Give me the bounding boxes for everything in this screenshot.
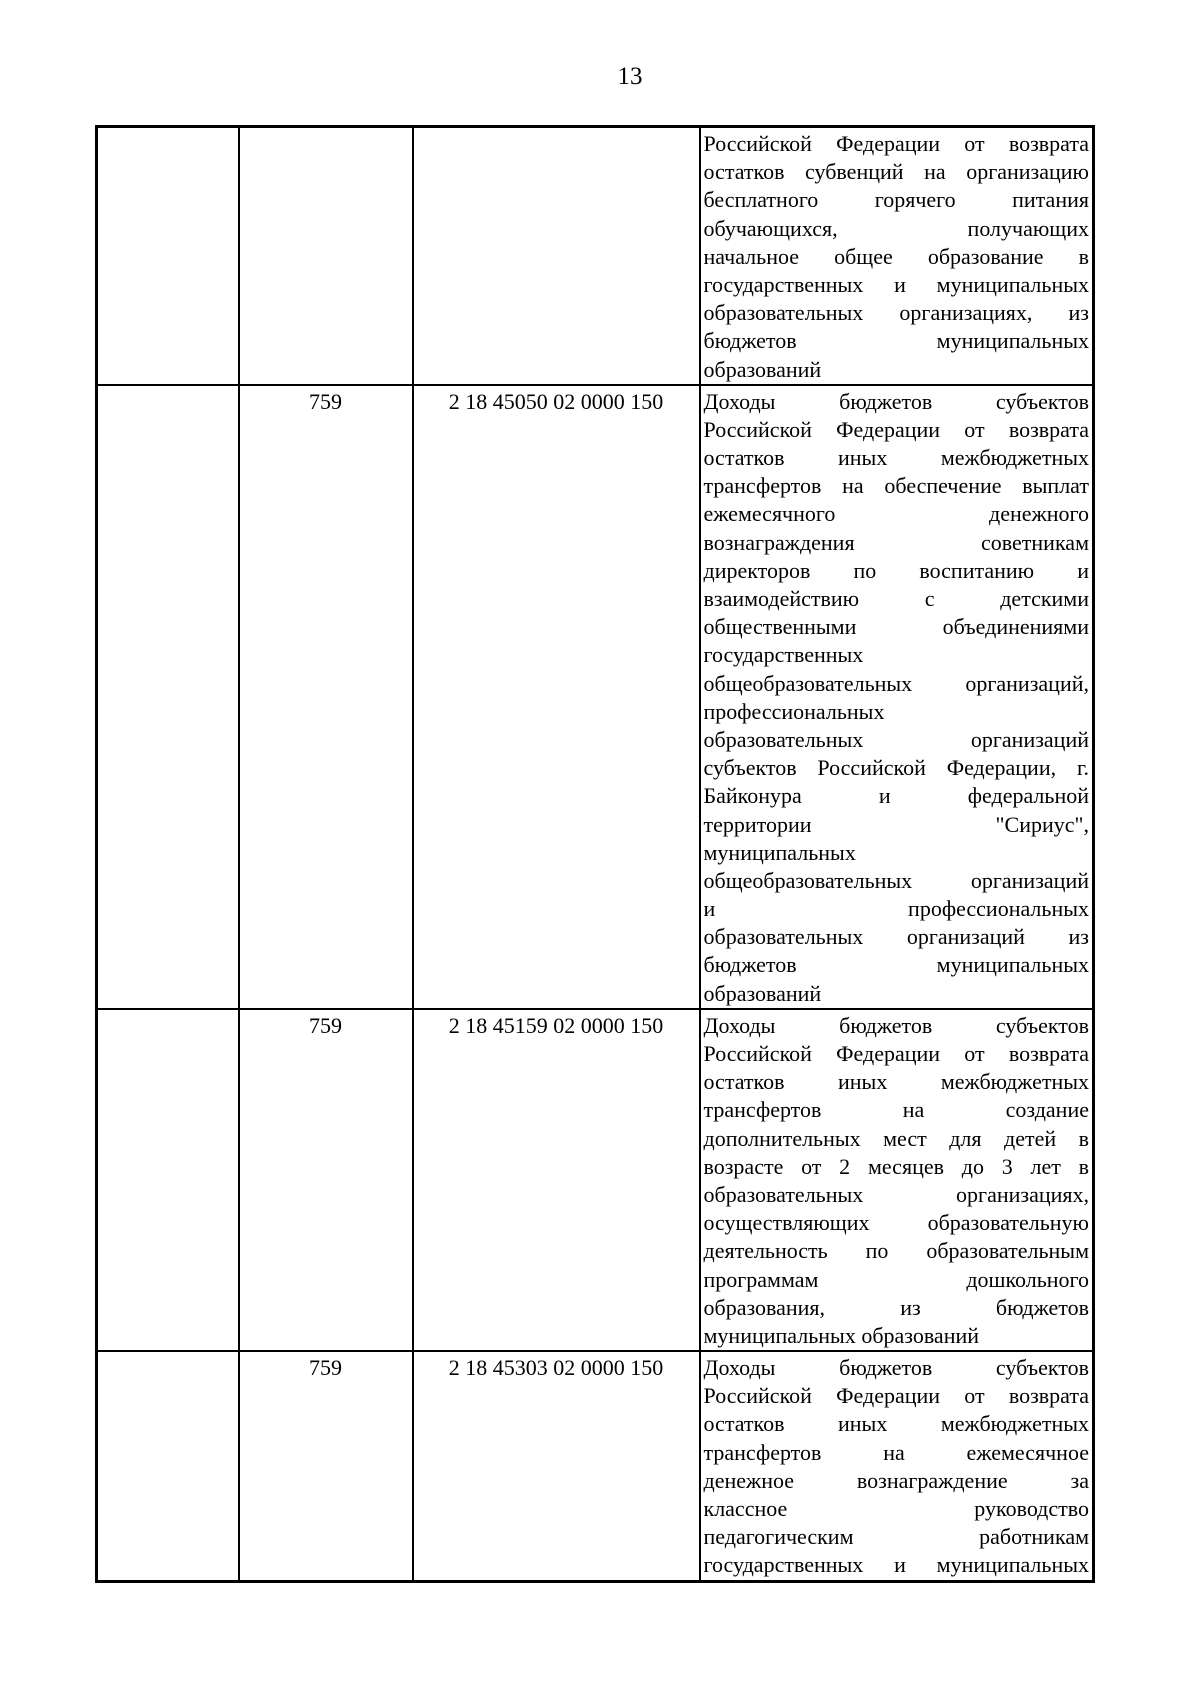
table-body	[97, 127, 1094, 1582]
description-line: трансфертов на создание	[703, 1097, 1089, 1123]
description-line: профессиональных	[703, 698, 885, 724]
description-line: образовательных организациях, из	[703, 300, 1089, 326]
description-cell	[700, 127, 1094, 385]
description-line: начальное общее образование в	[703, 243, 1089, 269]
description-line: остатков иных межбюджетных	[703, 1411, 1089, 1437]
empty-cell	[97, 1351, 239, 1581]
table-row	[97, 1009, 1094, 1351]
page-number: 13	[617, 63, 643, 90]
table-row	[97, 127, 1094, 385]
description-line: возрасте от 2 месяцев до 3 лет в	[703, 1153, 1089, 1179]
description-line: денежное вознаграждение за	[703, 1467, 1089, 1493]
description-line: ежемесячного денежного	[703, 501, 1089, 527]
description-line: трансфертов на ежемесячное	[703, 1439, 1089, 1465]
admin-code-cell: 759	[239, 385, 413, 1009]
description-line: общественными объединениями	[703, 614, 1089, 640]
description-line: общеобразовательных организаций	[703, 867, 1089, 893]
budget-codes-table	[95, 125, 1095, 1583]
description-line: Байконура и федеральной	[703, 783, 1089, 809]
description-line: Российской Федерации от возврата	[703, 1041, 1089, 1066]
budget-code-cell: 2 18 45303 02 0000 150	[413, 1351, 700, 1581]
description-line: деятельность по образовательным	[703, 1238, 1089, 1264]
admin-code-cell: 759	[239, 1351, 413, 1581]
description-line: взаимодействию с детскими	[703, 586, 1089, 611]
description-line: Российской Федерации от возврата	[703, 416, 1089, 442]
empty-cell	[97, 385, 239, 1009]
description-line: бюджетов муниципальных	[703, 328, 1089, 354]
description-line: образовательных организаций из	[703, 924, 1089, 950]
description-line: образований	[703, 980, 822, 1006]
description-line: педагогическим работникам	[703, 1524, 1089, 1550]
description-line: и профессиональных	[703, 896, 1089, 922]
description-line: образовательных организаций	[703, 726, 1089, 752]
description-line: образовательных организациях,	[703, 1181, 1089, 1207]
empty-cell	[97, 1009, 239, 1351]
description-line: бюджетов муниципальных	[703, 952, 1089, 978]
description-line: остатков субвенций на организацию	[703, 159, 1089, 185]
description-line: дополнительных мест для детей в	[703, 1125, 1089, 1151]
description-line: обучающихся, получающих	[703, 215, 1089, 241]
description-line: государственных и муниципальных	[703, 271, 1089, 297]
description-line: остатков иных межбюджетных	[703, 1069, 1089, 1095]
description-line: вознаграждения советникам	[703, 529, 1089, 555]
budget-code-cell	[413, 127, 700, 385]
description-line: государственных	[703, 642, 864, 668]
description-cell	[700, 385, 1094, 1009]
table-row	[97, 1351, 1094, 1581]
budget-code-cell: 2 18 45159 02 0000 150	[413, 1009, 700, 1351]
description-line: директоров по воспитанию и	[703, 557, 1089, 583]
description-line: Доходы бюджетов субъектов	[703, 388, 1089, 414]
description-line: классное руководство	[703, 1496, 1089, 1521]
description-line: бесплатного горячего питания	[703, 187, 1089, 213]
table-row	[97, 385, 1094, 1009]
description-line: Доходы бюджетов субъектов	[703, 1012, 1089, 1038]
description-line: муниципальных образований	[703, 1322, 980, 1348]
description-line: Российской Федерации от возврата	[703, 1383, 1089, 1409]
description-cell	[700, 1351, 1094, 1581]
description-line: муниципальных	[703, 839, 856, 865]
description-line: общеобразовательных организаций,	[703, 670, 1089, 696]
admin-code-cell	[239, 127, 413, 385]
description-line: трансфертов на обеспечение выплат	[703, 473, 1089, 499]
description-line: осуществляющих образовательную	[703, 1210, 1089, 1236]
empty-cell	[97, 127, 239, 385]
description-line: остатков иных межбюджетных	[703, 445, 1089, 471]
description-line: программам дошкольного	[703, 1266, 1089, 1292]
description-line: государственных и муниципальных	[703, 1552, 1089, 1578]
admin-code-cell: 759	[239, 1009, 413, 1351]
description-line: Российской Федерации от возврата	[703, 131, 1089, 156]
description-line: образования, из бюджетов	[703, 1294, 1089, 1320]
description-line: территории "Сириус",	[703, 811, 1089, 837]
budget-code-cell: 2 18 45050 02 0000 150	[413, 385, 700, 1009]
description-line: субъектов Российской Федерации, г.	[703, 755, 1089, 781]
description-line: Доходы бюджетов субъектов	[703, 1355, 1089, 1381]
description-line: образований	[703, 356, 822, 382]
description-cell	[700, 1009, 1094, 1351]
